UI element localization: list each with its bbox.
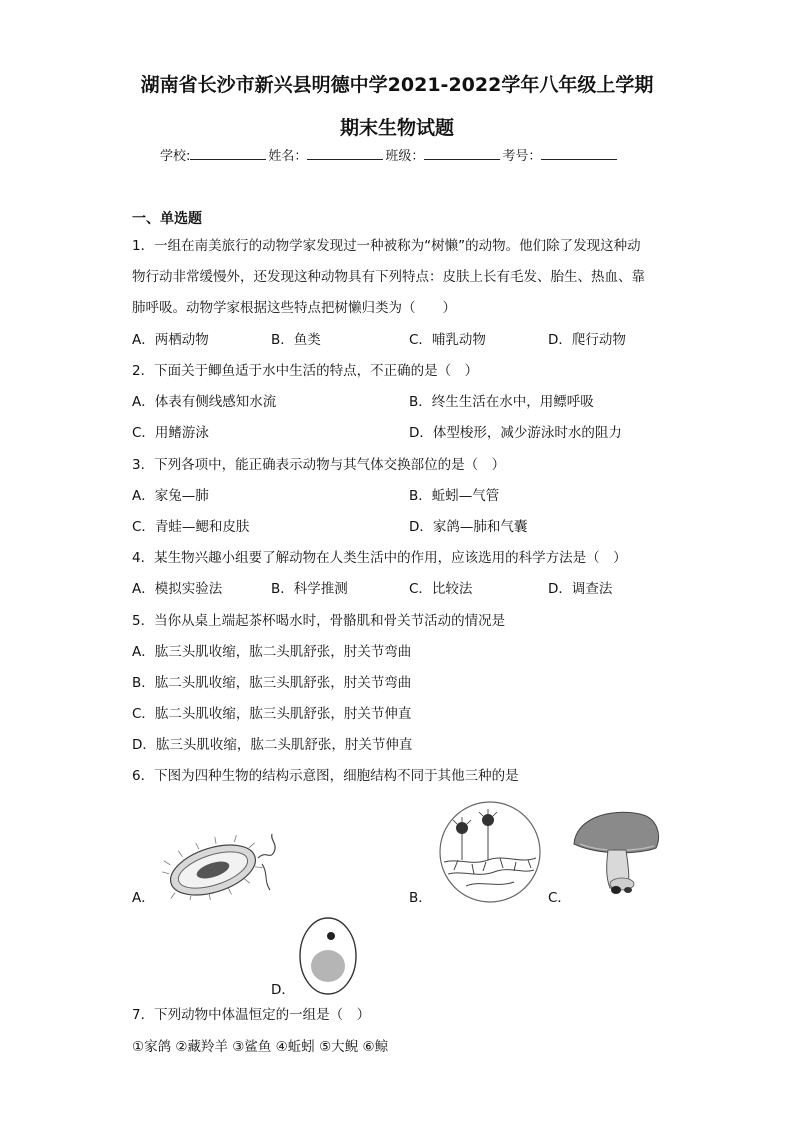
q4-option-d: D．调查法 — [548, 581, 613, 597]
q2-stem: 2．下面关于鲫鱼适于水中生活的特点，不正确的是（ ） — [132, 363, 479, 379]
q3-option-b: B．蚯蚓—气管 — [409, 488, 500, 504]
q4-option-a: A．模拟实验法 — [132, 581, 223, 597]
q2-option-c: C．用鳍游泳 — [132, 425, 209, 441]
q2-option-d: D．体型梭形，减少游泳时水的阻力 — [409, 425, 622, 441]
class-blank[interactable] — [424, 147, 500, 160]
q1-line2: 物行动非常缓慢外，还发现这种动物具有下列特点：皮肤上长有毛发、胎生、热血、靠 — [132, 269, 645, 285]
q4-stem: 4．某生物兴趣小组要了解动物在人类生活中的作用，应该选用的科学方法是（ ） — [132, 550, 627, 566]
q7-items: ①家鸽 ②藏羚羊 ③鲨鱼 ④蚯蚓 ⑤大鲵 ⑥鲸 — [132, 1039, 389, 1055]
exam-title-line1: 湖南省长沙市新兴县明德中学2021-2022学年八年级上学期 — [140, 74, 654, 96]
q3-option-a: A．家兔—肺 — [132, 488, 209, 504]
q6-label-c: C． — [548, 890, 571, 906]
q1-option-c: C．哺乳动物 — [409, 332, 486, 348]
q1-line3: 肺呼吸。动物学家根据这些特点把树懒归类为（ ） — [132, 300, 456, 316]
q5-option-c: C．肱二头肌收缩，肱三头肌舒张，肘关节伸直 — [132, 706, 412, 722]
q1-option-d: D．爬行动物 — [548, 332, 626, 348]
q7-stem: 7．下列动物中体温恒定的一组是（ ） — [132, 1007, 371, 1023]
q5-option-b: B．肱二头肌收缩，肱三头肌舒张，肘关节弯曲 — [132, 675, 412, 691]
q1-line1: 1．一组在南美旅行的动物学家发现过一种被称为“树懒”的动物。他们除了发现这种动 — [132, 238, 641, 254]
bacterium-icon — [158, 830, 286, 900]
yeast-cell-icon — [298, 916, 358, 996]
q6-label-a: A． — [132, 890, 155, 906]
school-label: 学校: — [160, 149, 191, 164]
id-label: 考号： — [502, 149, 542, 164]
q4-option-c: C．比较法 — [409, 581, 473, 597]
q5-option-a: A．肱三头肌收缩，肱二头肌舒张，肘关节弯曲 — [132, 644, 412, 660]
q5-stem: 5．当你从桌上端起茶杯喝水时，骨骼肌和骨关节活动的情况是 — [132, 613, 506, 629]
q5-option-d: D．肱三头肌收缩，肱二头肌舒张，肘关节伸直 — [132, 737, 413, 753]
school-blank[interactable] — [190, 147, 266, 160]
id-blank[interactable] — [541, 147, 617, 160]
q3-option-c: C．青蛙—鳃和皮肤 — [132, 519, 250, 535]
student-info-row — [160, 145, 619, 164]
class-label: 班级： — [385, 149, 425, 164]
q6-label-d: D． — [271, 982, 295, 998]
name-blank[interactable] — [307, 147, 383, 160]
exam-title-line2: 期末生物试题 — [339, 117, 454, 139]
q6-label-b: B． — [409, 890, 432, 906]
mold-icon — [438, 800, 542, 904]
q2-option-a: A．体表有侧线感知水流 — [132, 394, 277, 410]
q3-stem: 3．下列各项中，能正确表示动物与其气体交换部位的是（ ） — [132, 457, 506, 473]
q3-option-d: D．家鸽—肺和气囊 — [409, 519, 528, 535]
name-label: 姓名： — [268, 149, 308, 164]
q4-option-b: B．科学推测 — [271, 581, 348, 597]
q6-stem: 6．下图为四种生物的结构示意图，细胞结构不同于其他三种的是 — [132, 768, 519, 784]
mushroom-icon — [570, 808, 662, 896]
q1-option-b: B．鱼类 — [271, 332, 321, 348]
section-title: 一、单选题 — [132, 211, 202, 227]
q2-option-b: B．终生生活在水中，用鳔呼吸 — [409, 394, 594, 410]
q1-option-a: A．两栖动物 — [132, 332, 209, 348]
